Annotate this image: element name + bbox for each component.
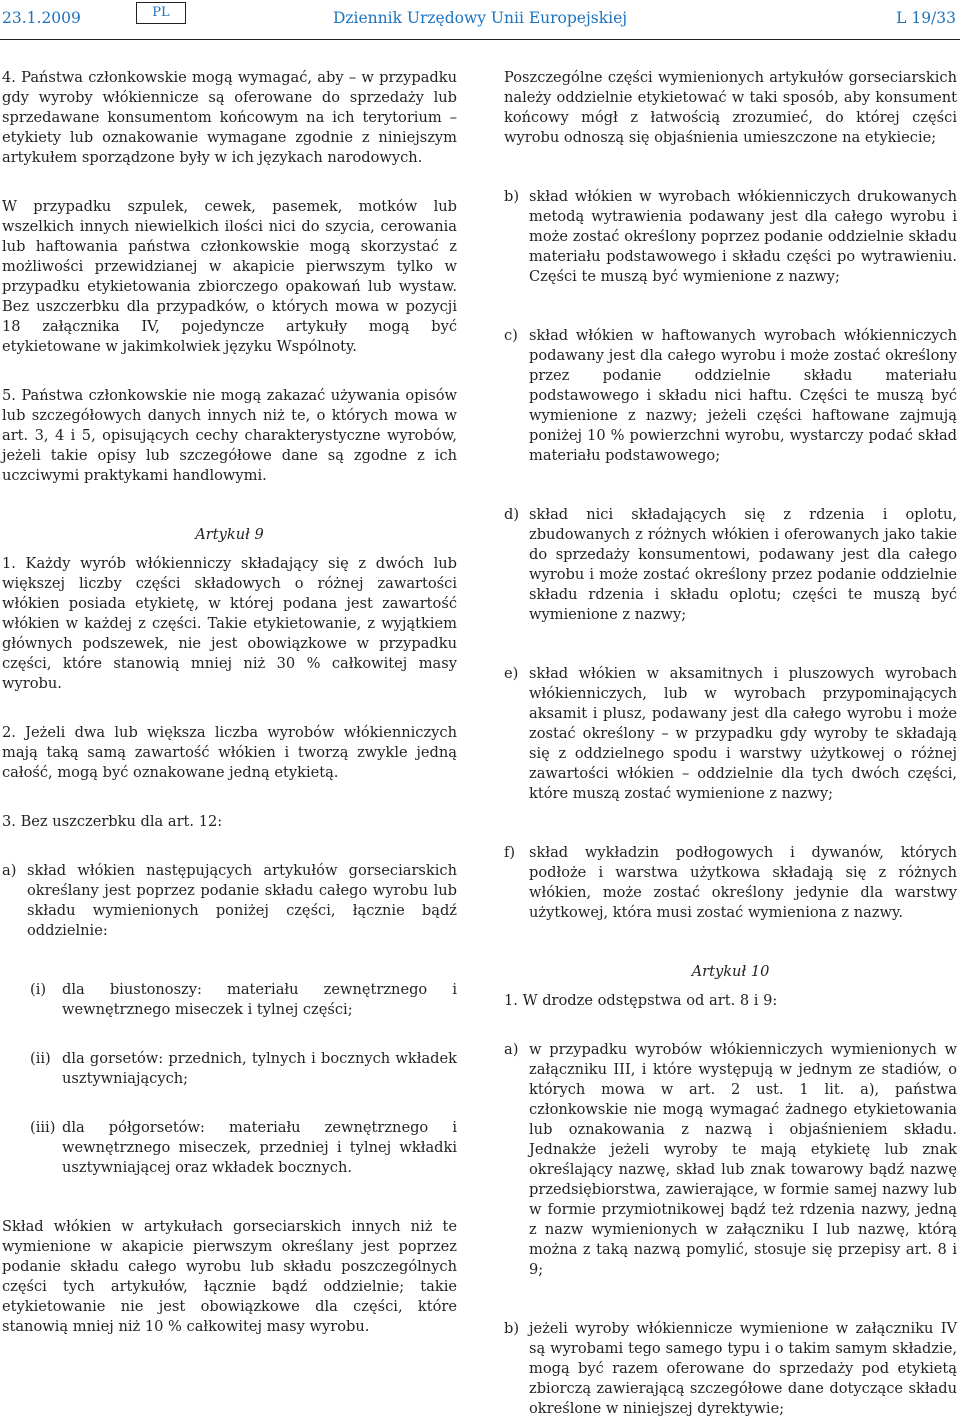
list-text: skład włókien w haftowanych wyrobach włókienniczych podawany jest dla całego wyrobu i może zostać określony przez podanie oddzielnie składu materiału podstawowego i składu nici haftu. Części te muszą być wymienione z nazwy; jeżeli części haftowane zajmują poniżej 10 % powierzchni wyrobu, wystarczy podać skład materiału podstawowego; [529,327,957,464]
list-text: jeżeli wyroby włókiennicze wymienione w załączniku IV są wyrobami tego samego typu i o takim samym składzie, mogą być razem oferowane do sprzedaży pod etykietą zbiorczą zawierającą szczegółowe dane dotyczące składu określone w niniejszej dyrektywie; [529,1320,957,1417]
article-10-heading: Artykuł 10 [691,963,770,980]
list-item-f [504,843,957,923]
list-label: b) [504,188,520,205]
list-item-10a [504,1040,957,1280]
left-column [2,68,457,1337]
list-label: a) [2,862,17,879]
paragraph-5: 5. Państwa członkowskie nie mogą zakazać używania opisów lub szczegółowych danych innych niż te, o których mowa w art. 3, 4 i 5, opisujących cechy charakterystyczne wyrobów, jeżeli takie opisy lub szczegółowe dane są zgodne z ich uczciwymi praktykami handlowymi. [2,387,457,484]
list-label: f) [504,844,516,861]
list-text: w przypadku wyrobów włókienniczych wymienionych w załączniku III, i które występują w jednym ze stadiów, o których mowa w art. 2 ust. 1 lit. a), państwa członkowskie nie mogą wymagać żadnego etykietowania lub oznakowania z nazwą i objaśnieniem składu. Jednakże jeżeli wyroby te mają etykietę lub znak określający nazwę, skład lub znak towarowy bądź nazwę przedsiębiorstwa, zawierające, w formie samej nazwy lub w formie przymiotnikowej bądź też rdzenia nazwy, jedną z nazw wymienionych w załączniku I lub nazwę, którą można z taką nazwą pomylić, stosuje się przepisy art. 8 i 9; [529,1041,957,1278]
article-10-point-1: 1. W drodze odstępstwa od art. 8 i 9: [504,992,778,1009]
list-label: e) [504,665,519,682]
list-item-b [504,187,957,287]
list-text: skład włókien w wyrobach włókienniczych drukowanych metodą wytrawienia podawany jest dla całego wyrobu i może zostać określony poprzez podanie oddzielnie składu materiału podstawowego i składu części po wytrawieniu. Części te muszą być wymienione z nazwy; [529,188,957,285]
sub-item-ii [30,1049,457,1089]
list-label: c) [504,327,518,344]
right-column [504,68,957,1419]
sub-label: (ii) [30,1050,51,1067]
paragraph-szpulki: W przypadku szpulek, cewek, pasemek, motków lub wszelkich innych niewielkich ilości nici do szycia, cerowania lub haftowania państwa członkowskie mogą skorzystać z możliwości przewidzianej w akapicie pierwszym tylko w przypadku etykietowania zbiorczego opakowań lub wystaw. Bez uszczerbku dla przypadków, o których mowa w pozycji 18 załącznika IV, pojedyncze artykuły mogą być etykietowane w jakimkolwiek języku Wspólnoty. [2,198,457,355]
list-item-10b [504,1319,957,1419]
sub-label: (i) [30,981,47,998]
article-9-point-3: 3. Bez uszczerbku dla art. 12: [2,813,223,830]
list-text: skład włókien następujących artykułów gorseciarskich określany jest poprzez podanie składu całego wyrobu lub składu wymienionych poniżej części, łącznie bądź oddzielnie: [27,862,457,939]
header-date: 23.1.2009 [2,9,81,27]
sub-label: (iii) [30,1119,56,1136]
list-text: skład wykładzin podłogowych i dywanów, których podłoże i warstwa użytkowa składają się z różnych włókien, może zostać określony jedynie dla warstwy użytkowej, która musi zostać wymieniona z nazwy. [529,844,957,921]
list-label: d) [504,506,520,523]
header-page-number: L 19/33 [896,9,956,27]
sub-text: dla biustonoszy: materiału zewnętrznego i wewnętrznego miseczek i tylnej części; [62,981,457,1018]
header-journal-title: Dziennik Urzędowy Unii Europejskiej [332,9,628,27]
list-item-a [2,861,457,941]
list-text: skład włókien w aksamitnych i pluszowych wyrobach włókienniczych, lub w wyrobach przypominających aksamit i plusz, podawany jest dla całego wyrobu i może zostać określony – w przypadku gdy wyroby te składają się z oddzielnego spodu i warstwy użytkowej o różnej zawartości włókien – oddzielnie dla tych dwóch części, które muszą zostać wymienione z nazwy; [529,665,957,802]
sub-text: dla półgorsetów: materiału zewnętrznego i wewnętrznego miseczek, przedniej i tylnej wkładki usztywniającej oraz wkładek bocznych. [62,1119,457,1176]
list-label: b) [504,1320,520,1337]
article-9-point-2: 2. Jeżeli dwa lub większa liczba wyrobów włókienniczych mają taką samą zawartość włókien i tworzą zwykle jedną całość, mogą być oznakowane jedną etykietą. [2,724,457,781]
article-9-point-1: 1. Każdy wyrób włókienniczy składający się z dwóch lub większej liczby części składowych o różnej zawartości włókien posiada etykietę, w której podana jest zawartość włókien w każdej z części. Takie etykietowanie, z wyjątkiem głównych podszewek, nie jest obowiązkowe w przypadku części, które stanowią mniej niż 30 % całkowitej masy wyrobu. [2,555,457,692]
sub-text: dla gorsetów: przednich, tylnych i bocznych wkładek usztywniających; [62,1050,457,1087]
page-header [0,0,960,40]
list-item-d [504,505,957,625]
list-text: skład nici składających się z rdzenia i oplotu, zbudowanych z różnych włókien i oferowanych jako takie do sprzedaży konsumentowi, podawany jest dla całego wyrobu i może zostać określony przez podanie oddzielnie składu rdzenia i składu oplotu; części te muszą być wymienione z nazwy; [529,506,957,623]
article-9-heading: Artykuł 9 [195,526,264,543]
list-label: a) [504,1041,519,1058]
header-language-box: PL [136,2,186,24]
list-item-c [504,326,957,466]
sub-item-iii [30,1118,457,1178]
sub-item-i [30,980,457,1020]
paragraph-continuation: Poszczególne części wymienionych artykułów gorseciarskich należy oddzielnie etykietować w taki sposób, aby konsument końcowy mógł z łatwością zrozumieć, do której części wyrobu odnoszą się objaśnienia umieszczone na etykiecie; [504,69,957,146]
list-item-e [504,664,957,804]
paragraph-gorset: Skład włókien w artykułach gorseciarskich innych niż te wymienione w akapicie pierwszym określany jest poprzez podanie składu całego wyrobu lub składu poszczególnych części tych artykułów, łącznie bądź oddzielnie; takie etykietowanie nie jest obowiązkowe dla części, które stanowią mniej niż 10 % całkowitej masy wyrobu. [2,1218,457,1335]
paragraph-4: 4. Państwa członkowskie mogą wymagać, aby – w przypadku gdy wyroby włókiennicze są oferowane do sprzedaży lub sprzedawane konsumentom końcowym na ich terytorium – etykiety lub oznakowanie wymagane zgodnie z niniejszym artykułem sporządzone były w ich językach narodowych. [2,69,457,166]
